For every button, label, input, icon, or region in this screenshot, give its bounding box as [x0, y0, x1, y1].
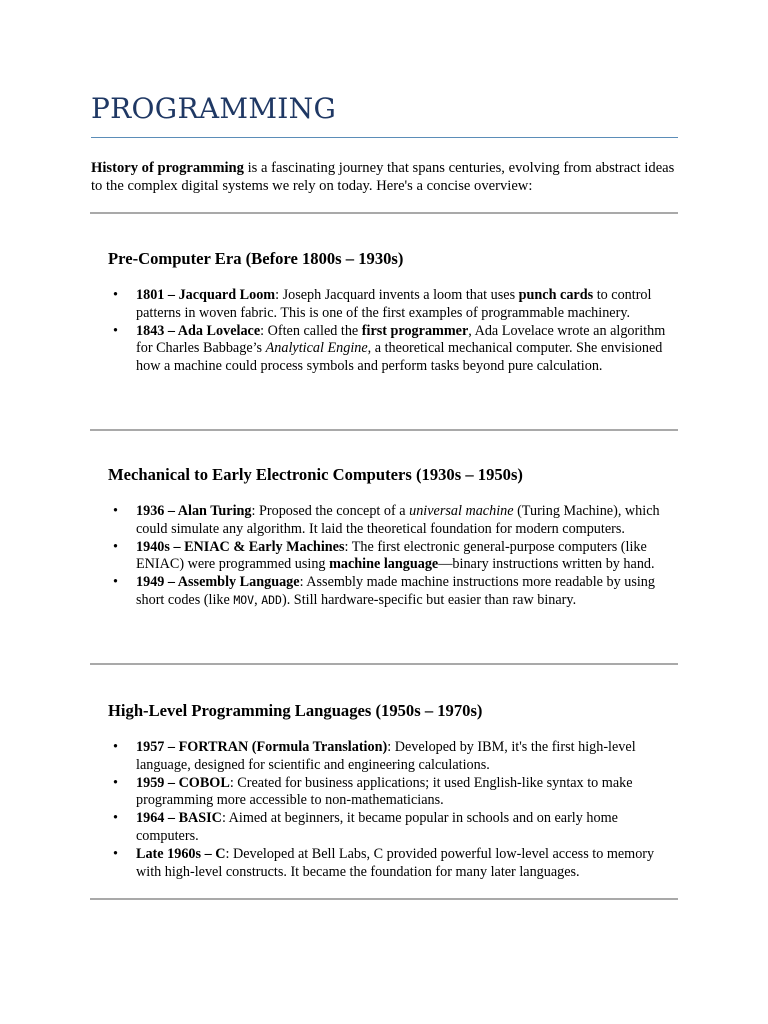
section-list-high-level	[108, 739, 673, 881]
bullet-icon: •	[113, 538, 118, 555]
section-heading-pre-computer: Pre-Computer Era (Before 1800s – 1930s)	[108, 249, 404, 268]
item-label: 1936 – Alan Turing	[136, 503, 252, 519]
bullet-icon: •	[113, 810, 118, 827]
intro-paragraph	[91, 159, 681, 195]
bullet-icon: •	[113, 503, 118, 519]
section-list-pre-computer	[108, 287, 673, 376]
bullet-icon: •	[113, 845, 118, 862]
item-text: (Turing Machine), which could simulate any algorithm. It laid the theoretical foundation for modern computers.	[136, 503, 660, 537]
item-label: Late 1960s – C	[136, 845, 226, 862]
item-text: : Developed by IBM, it's the first high-level language, designed for scientific and engineering calculations.	[136, 739, 636, 773]
item-label: 1957 – FORTRAN (Formula Translation)	[136, 739, 388, 755]
bullet-icon: •	[113, 739, 118, 755]
item-text: ,	[254, 591, 262, 608]
item-emphasis: machine language	[329, 556, 439, 573]
item-italic: universal machine	[409, 503, 514, 519]
item-text: , Ada Lovelace wrote an algorithm for Charles Babbage’s	[136, 322, 666, 357]
item-text: : Assembly made machine instructions more readable by using short codes (like	[136, 574, 655, 608]
section-divider	[90, 212, 678, 214]
item-text: , a theoretical mechanical computer. She envisioned how a machine could process symbols and perform tasks beyond pure calculation.	[136, 340, 663, 375]
list-item	[108, 574, 673, 610]
item-emphasis: first programmer	[361, 322, 469, 339]
bullet-icon: •	[113, 322, 118, 339]
item-text: : Joseph Jacquard invents a loom that uses	[275, 287, 519, 303]
code-snippet: ADD	[261, 592, 282, 607]
list-item	[108, 287, 673, 323]
list-item	[108, 810, 673, 846]
list-item	[108, 503, 673, 539]
section-list-mechanical-electronic	[108, 503, 673, 610]
item-text: to control patterns in woven fabric. This is one of the first examples of programmable machinery.	[136, 287, 652, 321]
item-text: : Aimed at beginners, it became popular in schools and on early home computers.	[136, 810, 618, 844]
item-text: ). Still hardware-specific but easier than raw binary.	[281, 591, 577, 608]
item-text: —binary instructions written by hand.	[438, 556, 655, 573]
list-item	[108, 846, 673, 882]
item-text: : Created for business applications; it used English-like syntax to make programming more accessible to non-mathematicians.	[136, 774, 633, 809]
intro-bold: History of programming	[91, 160, 244, 176]
section-divider	[90, 429, 678, 431]
page-title: PROGRAMMING	[91, 92, 337, 125]
item-text: : Developed at Bell Labs, C provided powerful low-level access to memory with high-level constructs. It became the foundation for many later languages.	[136, 845, 655, 880]
list-item	[108, 739, 673, 775]
item-label: 1843 – Ada Lovelace	[136, 322, 261, 339]
list-item	[108, 775, 673, 811]
item-text: : Often called the	[260, 322, 362, 339]
section-heading-mechanical-electronic: Mechanical to Early Electronic Computers (1930s – 1950s)	[108, 465, 523, 484]
item-label: 1940s – ENIAC & Early Machines	[136, 538, 345, 555]
bullet-icon: •	[113, 774, 118, 791]
bullet-icon: •	[113, 574, 118, 591]
item-label: 1949 – Assembly Language	[136, 574, 300, 591]
item-emphasis: punch cards	[518, 287, 594, 303]
item-text: : Proposed the concept of a	[251, 503, 410, 519]
list-item	[108, 323, 673, 376]
title-underline	[91, 137, 678, 138]
section-divider	[90, 663, 678, 665]
section-divider	[90, 898, 678, 900]
code-snippet: MOV	[233, 592, 255, 607]
intro-text: is a fascinating journey that spans centuries, evolving from abstract ideas to the complex digital systems we rely on today. Here's a concise overview:	[91, 160, 675, 194]
item-label: 1801 – Jacquard Loom	[136, 287, 276, 303]
item-text: : The first electronic general-purpose computers (like ENIAC) were programmed using	[136, 538, 647, 573]
item-label: 1964 – BASIC	[136, 810, 222, 827]
item-label: 1959 – COBOL	[136, 774, 230, 791]
bullet-icon: •	[113, 287, 118, 303]
section-heading-high-level: High-Level Programming Languages (1950s – 1970s)	[108, 701, 483, 720]
list-item	[108, 539, 673, 575]
item-italic: Analytical Engine	[265, 340, 368, 357]
